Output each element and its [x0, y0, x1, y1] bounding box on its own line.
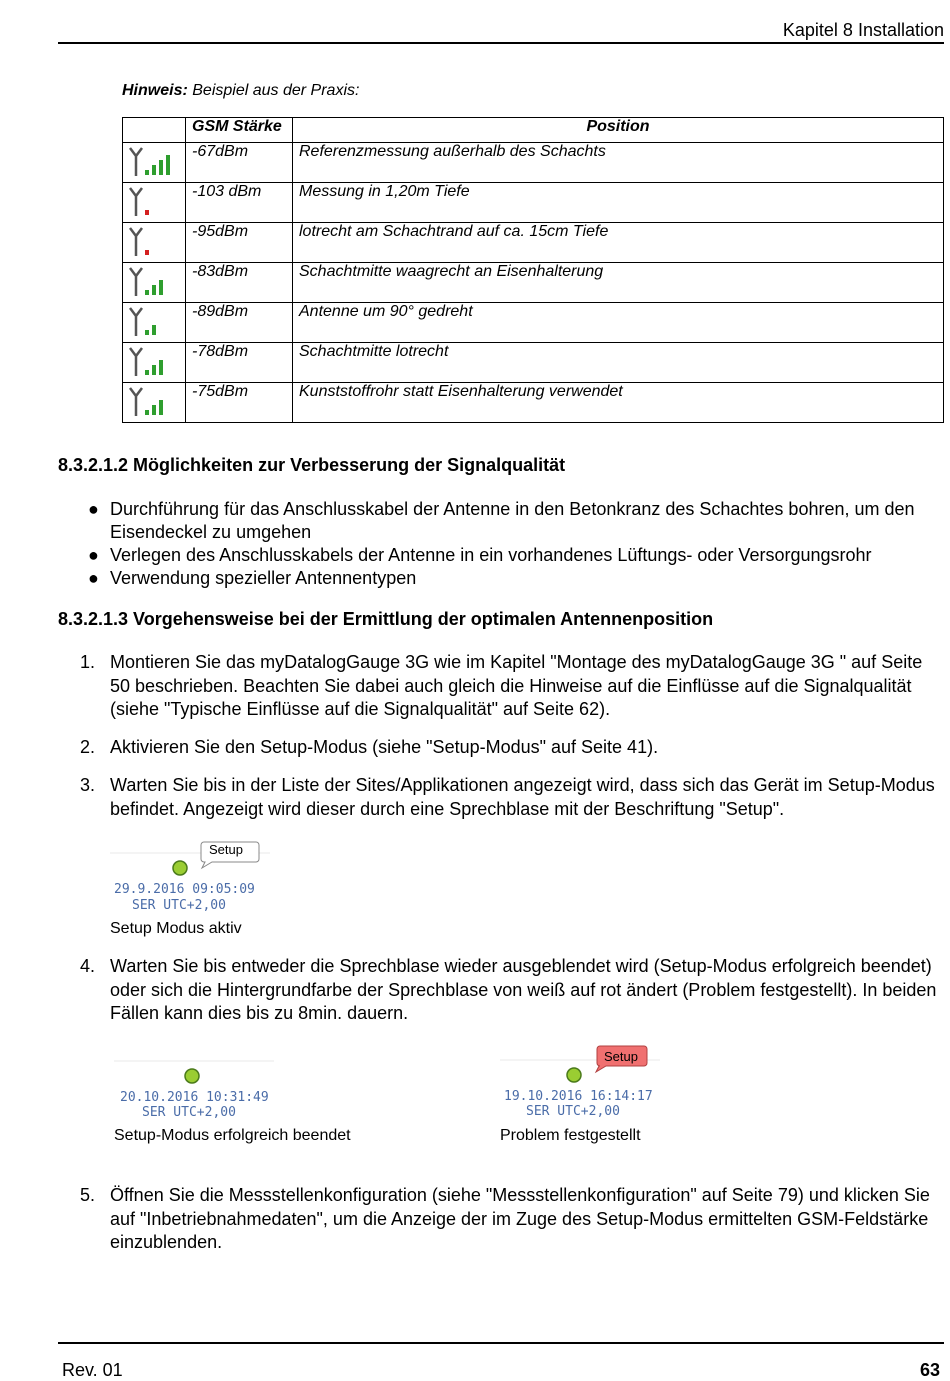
step-item	[80, 774, 945, 821]
setup-success-screenshot	[114, 1058, 274, 1122]
timestamp: 20.10.2016 10:31:49	[120, 1090, 269, 1105]
step-number: 2.	[80, 737, 96, 757]
bubble-label: Setup	[209, 842, 243, 857]
header-rule	[58, 42, 944, 44]
signal-bar	[145, 410, 149, 415]
setup-active-screenshot	[110, 838, 270, 918]
signal-bar	[152, 285, 156, 295]
position-cell: Schachtmitte lotrecht	[293, 343, 944, 383]
step-text: Warten Sie bis entweder die Sprechblase wieder ausgeblendet wird (Setup-Modus erfolgreich beendet) oder sich die Hintergrundfarbe der Sprechblase von weiß auf rot ändert (Problem festgestellt). In beiden Fällen kann dies bis zu 8min. dauern.	[110, 956, 937, 1023]
timestamp: 19.10.2016 16:14:17	[504, 1089, 653, 1104]
timezone: SER UTC+2,00	[142, 1105, 236, 1120]
signal-cell	[123, 303, 186, 343]
signal-cell	[123, 263, 186, 303]
improvement-list	[88, 498, 940, 590]
setup-problem-screenshot	[500, 1043, 660, 1123]
revision: Rev. 01	[62, 1360, 123, 1380]
gsm-value-cell: -78dBm	[186, 343, 293, 383]
signal-cell	[123, 143, 186, 183]
signal-strength-icon	[127, 226, 177, 258]
status-dot-icon	[185, 1069, 199, 1083]
step-number: 1.	[80, 652, 96, 672]
step-text: Warten Sie bis in der Liste der Sites/Applikationen angezeigt wird, dass sich das Gerät im Setup-Modus befindet. Angezeigt wird dieser durch eine Sprechblase mit der Beschriftung "Setup".	[110, 775, 935, 819]
table-row	[123, 223, 944, 263]
bullet-icon: ●	[88, 545, 99, 565]
position-cell: Messung in 1,20m Tiefe	[293, 183, 944, 223]
antenna-icon	[130, 308, 142, 336]
signal-strength-icon	[127, 306, 177, 338]
timezone: SER UTC+2,00	[526, 1104, 620, 1119]
list-item	[88, 544, 940, 567]
section-heading-improvement: 8.3.2.1.2 Möglichkeiten zur Verbesserung der Signalqualität	[58, 455, 566, 475]
gsm-strength-table	[122, 117, 944, 423]
gsm-value-cell: -75dBm	[186, 383, 293, 423]
bullet-icon: ●	[88, 568, 99, 588]
position-cell: Antenne um 90° gedreht	[293, 303, 944, 343]
caption-setup-active: Setup Modus aktiv	[110, 920, 242, 937]
step-item	[80, 736, 945, 760]
step-item	[80, 1184, 945, 1255]
gsm-value-cell: -83dBm	[186, 263, 293, 303]
table-header-row	[123, 118, 944, 143]
antenna-icon	[130, 228, 142, 256]
step-text: Aktivieren Sie den Setup-Modus (siehe "Setup-Modus" auf Seite 41).	[110, 737, 659, 757]
list-item-text: Verwendung spezieller Antennentypen	[110, 568, 417, 588]
gsm-value-cell: -103 dBm	[186, 183, 293, 223]
signal-bar	[152, 405, 156, 415]
signal-bar	[145, 210, 149, 215]
table-row	[123, 383, 944, 423]
signal-bar	[159, 400, 163, 415]
status-graphic	[114, 1058, 274, 1088]
caption-setup-problem: Problem festgestellt	[500, 1127, 641, 1144]
table-row	[123, 143, 944, 183]
list-item-text: Durchführung für das Anschlusskabel der Antenne in den Betonkranz des Schachtes bohren, um den Eisendeckel zu umgehen	[110, 499, 915, 542]
signal-bar	[152, 165, 156, 175]
signal-cell	[123, 343, 186, 383]
table-row	[123, 303, 944, 343]
signal-bar	[145, 330, 149, 335]
antenna-icon	[130, 188, 142, 216]
position-cell: lotrecht am Schachtrand auf ca. 15cm Tiefe	[293, 223, 944, 263]
signal-strength-icon	[127, 146, 177, 178]
signal-bar	[145, 250, 149, 255]
status-graphic	[110, 838, 270, 878]
signal-bar	[152, 365, 156, 375]
signal-bar	[145, 370, 149, 375]
step-number: 5.	[80, 1185, 96, 1205]
caption-setup-success: Setup-Modus erfolgreich beendet	[114, 1127, 351, 1144]
note-label: Hinweis:	[122, 82, 188, 99]
gsm-value-cell: -89dBm	[186, 303, 293, 343]
gsm-value-cell: -67dBm	[186, 143, 293, 183]
signal-bar	[159, 360, 163, 375]
page-number: 63	[919, 1360, 940, 1380]
position-cell: Referenzmessung außerhalb des Schachts	[293, 143, 944, 183]
table-row	[123, 183, 944, 223]
chapter-title: Kapitel 8 Installation	[782, 20, 944, 40]
section-heading-procedure: 8.3.2.1.3 Vorgehensweise bei der Ermittlung der optimalen Antennenposition	[58, 609, 714, 629]
signal-cell	[123, 183, 186, 223]
status-dot-icon	[567, 1068, 581, 1082]
list-item	[88, 567, 940, 590]
antenna-icon	[130, 348, 142, 376]
antenna-icon	[130, 268, 142, 296]
timezone: SER UTC+2,00	[132, 898, 226, 913]
signal-bar	[145, 170, 149, 175]
step-text: Öffnen Sie die Messstellenkonfiguration (siehe "Messstellenkonfiguration" auf Seite 79) und klicken Sie auf "Inbetriebnahmedaten", um die Anzeige der im Zuge des Setup-Modus ermittelten GSM-Feldstärke einzublenden.	[110, 1185, 930, 1252]
signal-strength-icon	[127, 346, 177, 378]
header-gsm-strength: GSM Stärke	[186, 118, 293, 143]
header-position: Position	[293, 118, 944, 143]
step-number: 4.	[80, 956, 96, 976]
signal-cell	[123, 223, 186, 263]
antenna-icon	[130, 388, 142, 416]
signal-bar	[152, 325, 156, 335]
signal-bar	[166, 155, 170, 175]
step-item	[80, 955, 945, 1026]
step-text: Montieren Sie das myDatalogGauge 3G wie im Kapitel "Montage des myDatalogGauge 3G " auf Seite 50 beschrieben. Beachten Sie dabei auch gleich die Hinweise auf die Einflüsse auf die Signalqualität (siehe "Typische Einflüsse auf die Signalqualität" auf Seite 62).	[110, 652, 923, 719]
signal-strength-icon	[127, 186, 177, 218]
signal-cell	[123, 383, 186, 423]
antenna-icon	[130, 148, 142, 176]
note-text: Beispiel aus der Praxis:	[192, 82, 360, 99]
header-icon-cell	[123, 118, 186, 143]
bullet-icon: ●	[88, 499, 99, 519]
step-item	[80, 651, 945, 722]
status-dot-icon	[173, 861, 187, 875]
list-item-text: Verlegen des Anschlusskabels der Antenne in ein vorhandenes Lüftungs- oder Versorgungsrohr	[110, 545, 872, 565]
signal-bar	[159, 280, 163, 295]
list-item	[88, 498, 940, 544]
note	[122, 82, 359, 100]
position-cell: Kunststoffrohr statt Eisenhalterung verwendet	[293, 383, 944, 423]
step-number: 3.	[80, 775, 96, 795]
footer-rule	[58, 1342, 944, 1344]
table-row	[123, 263, 944, 303]
bubble-label: Setup	[604, 1049, 638, 1064]
signal-bar	[145, 290, 149, 295]
gsm-value-cell: -95dBm	[186, 223, 293, 263]
table-row	[123, 343, 944, 383]
signal-strength-icon	[127, 386, 177, 418]
signal-bar	[159, 160, 163, 175]
timestamp: 29.9.2016 09:05:09	[114, 882, 255, 897]
signal-strength-icon	[127, 266, 177, 298]
position-cell: Schachtmitte waagrecht an Eisenhalterung	[293, 263, 944, 303]
